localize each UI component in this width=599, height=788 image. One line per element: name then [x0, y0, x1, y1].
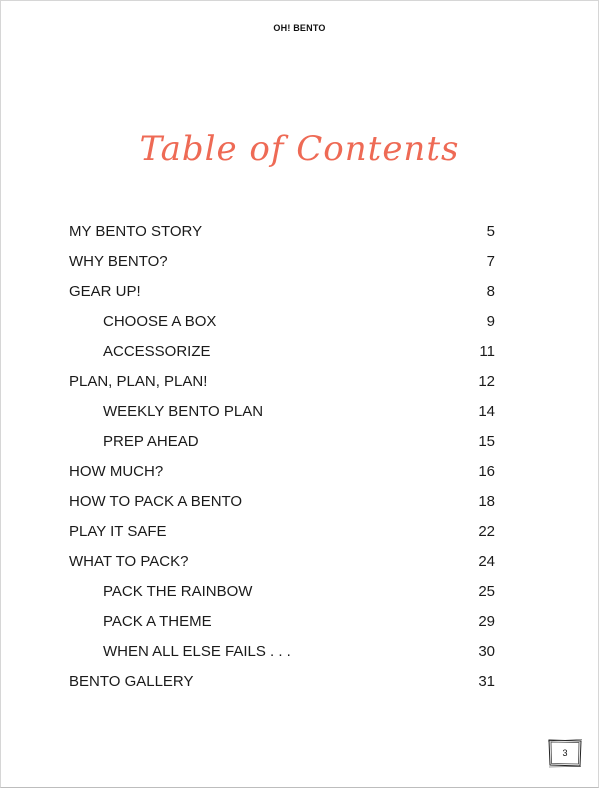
toc-entry-page-number: 22: [478, 523, 495, 540]
toc-entry-page-number: 9: [486, 313, 495, 330]
toc-entry: [69, 607, 499, 637]
toc-entry-label: WHY BENTO?: [69, 253, 168, 270]
page-number: 3: [562, 748, 568, 758]
toc-entry-page-number: 5: [486, 223, 495, 240]
toc-entry-label: WHEN ALL ELSE FAILS . . .: [103, 643, 291, 660]
toc-entry-label: PLAN, PLAN, PLAN!: [69, 373, 208, 390]
toc-entry: [69, 547, 499, 577]
toc-entry-page-number: 29: [478, 613, 495, 630]
toc-entry: [69, 667, 499, 697]
toc-entry-label: BENTO GALLERY: [69, 673, 194, 690]
toc-entry-label: WHAT TO PACK?: [69, 553, 189, 570]
toc-entry-page-number: 14: [478, 403, 495, 420]
toc-entry-label: GEAR UP!: [69, 283, 141, 300]
toc-entry: [69, 577, 499, 607]
toc-entry-label: CHOOSE A BOX: [103, 313, 217, 330]
toc-entry-label: PREP AHEAD: [103, 433, 199, 450]
toc-entry: [69, 517, 499, 547]
table-of-contents: [69, 217, 499, 697]
toc-entry-page-number: 25: [478, 583, 495, 600]
running-header: OH! BENTO: [273, 23, 326, 33]
toc-entry-label: PLAY IT SAFE: [69, 523, 167, 540]
toc-entry-label: PACK THE RAINBOW: [103, 583, 253, 600]
page-number-frame: [547, 738, 583, 768]
page-title: Table of Contents: [139, 129, 460, 169]
toc-entry-page-number: 24: [478, 553, 495, 570]
toc-entry: [69, 457, 499, 487]
toc-entry: [69, 217, 499, 247]
toc-entry-page-number: 15: [478, 433, 495, 450]
toc-entry: [69, 247, 499, 277]
toc-entry: [69, 307, 499, 337]
toc-entry: [69, 277, 499, 307]
toc-entry-label: HOW TO PACK A BENTO: [69, 493, 243, 510]
toc-entry-label: ACCESSORIZE: [103, 343, 211, 360]
toc-entry: [69, 487, 499, 517]
toc-entry: [69, 427, 499, 457]
toc-entry: [69, 637, 499, 667]
toc-entry-page-number: 7: [486, 253, 495, 270]
toc-entry-label: PACK A THEME: [103, 613, 212, 630]
toc-entry-page-number: 16: [478, 463, 495, 480]
toc-entry-page-number: 8: [486, 283, 495, 300]
toc-entry: [69, 397, 499, 427]
toc-entry-label: WEEKLY BENTO PLAN: [103, 403, 264, 420]
toc-entry-page-number: 18: [478, 493, 495, 510]
toc-entry-page-number: 31: [478, 673, 495, 690]
toc-entry-page-number: 12: [478, 373, 495, 390]
toc-entry-page-number: 30: [478, 643, 495, 660]
toc-entry-page-number: 11: [479, 343, 495, 360]
toc-entry-label: MY BENTO STORY: [69, 223, 203, 240]
toc-entry: [69, 367, 499, 397]
toc-entry: [69, 337, 499, 367]
toc-entry-label: HOW MUCH?: [69, 463, 164, 480]
